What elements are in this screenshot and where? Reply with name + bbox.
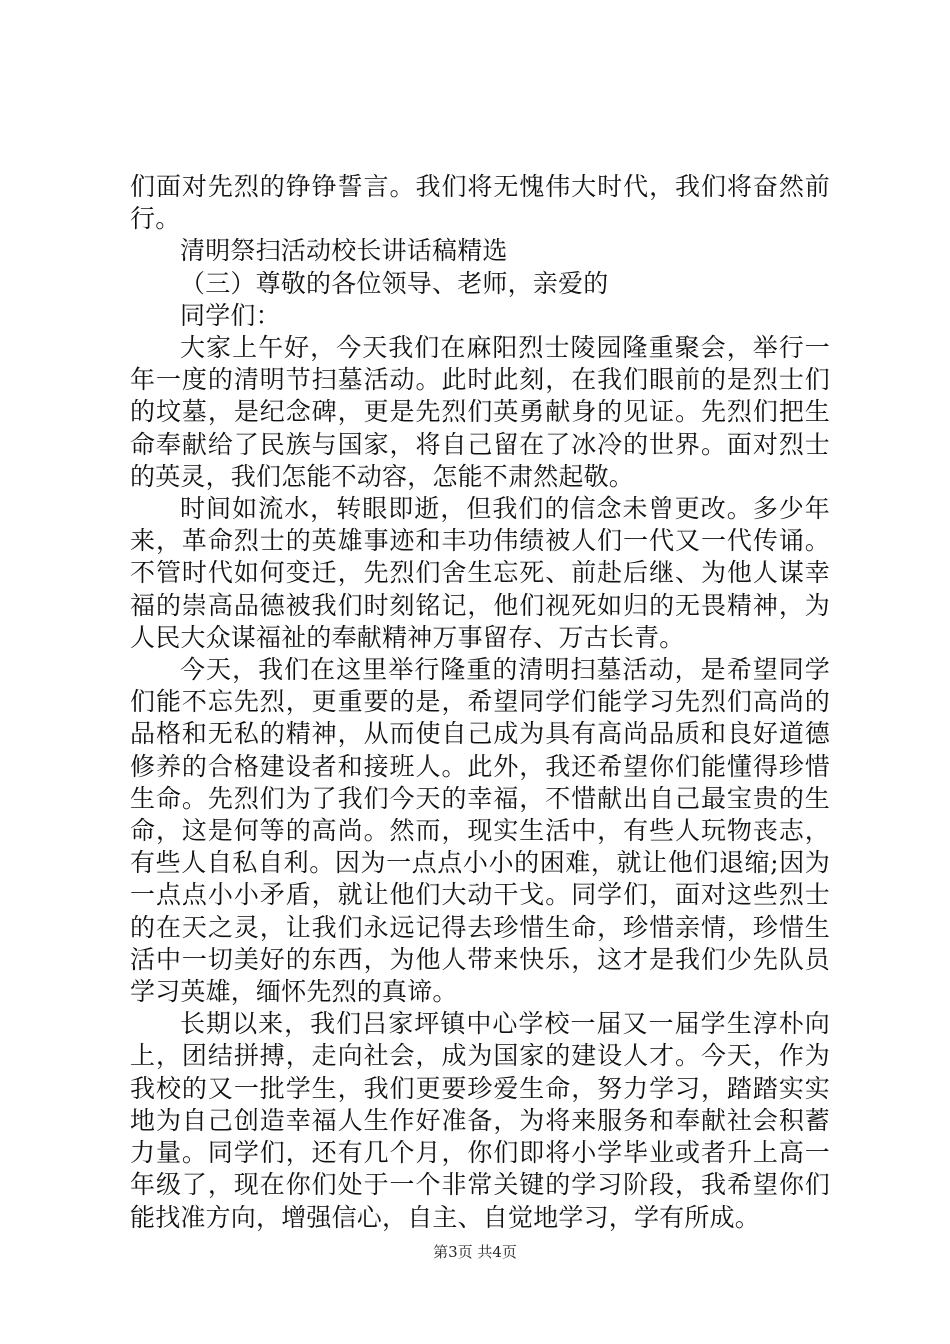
page-number-footer: 第3页 共4页 (433, 1243, 517, 1261)
paragraph-time: 时间如流水，转眼即逝，但我们的信念未曾更改。多少年来，革命烈士的英雄事迹和丰功伟绩被人们一代又一代传诵。不管时代如何变迁，先烈们舍生忘死、前赴后继、为他人谋幸福的崇高品德被我们时刻铭记，他们视死如归的无畏精神，为人民大众谋福祉的奉献精神万事留存、万古长青。 (130, 494, 830, 652)
paragraph-today: 今天，我们在这里举行隆重的清明扫墓活动，是希望同学们能不忘先烈，更重要的是，希望同学们能学习先烈们高尚的品格和无私的精神，从而使自己成为具有高尚品质和良好道德修养的合格建设者和接班人。此外，我还希望你们能懂得珍惜生命。先烈们为了我们今天的幸福，不惜献出自己最宝贵的生命，这是何等的高尚。然而，现实生活中，有些人玩物丧志，有些人自私自利。因为一点点小小的困难，就让他们退缩;因为一点点小小矛盾，就让他们大动干戈。同学们，面对这些烈士的在天之灵，让我们永远记得去珍惜生命，珍惜亲情，珍惜生活中一切美好的东西，为他人带来快乐，这才是我们少先队员学习英雄，缅怀先烈的真谛。 (130, 655, 830, 1007)
paragraph-greeting: 大家上午好，今天我们在麻阳烈士陵园隆重聚会，举行一年一度的清明节扫墓活动。此时此刻，在我们眼前的是烈士们的坟墓，是纪念碑，更是先烈们英勇献身的见证。先烈们把生命奉献给了民族与国家，将自己留在了冰冷的世界。面对烈士的英灵，我们怎能不动容，怎能不肃然起敬。 (130, 333, 830, 491)
section-title: 清明祭扫活动校长讲话稿精选 (180, 236, 508, 266)
paragraph-continuation: 们面对先烈的铮铮誓言。我们将无愧伟大时代，我们将奋然前行。 (130, 172, 830, 234)
paragraph-school: 长期以来，我们吕家坪镇中心学校一届又一届学生淳朴向上，团结拼搏，走向社会，成为国家的建设人才。今天，作为我校的又一批学生，我们更要珍爱生命，努力学习，踏踏实实地为自己创造幸福人生作好准备，为将来服务和奉献社会积蓄力量。同学们，还有几个月，你们即将小学毕业或者升上高一年级了，现在你们处于一个非常关键的学习阶段，我希望你们能找准方向，增强信心，自主、自觉地学习，学有所成。 (130, 1009, 830, 1232)
salutation-line: （三）尊敬的各位领导、老师，亲爱的 (180, 268, 609, 298)
document-body (130, 171, 830, 1234)
salutation-students: 同学们： (180, 300, 281, 330)
